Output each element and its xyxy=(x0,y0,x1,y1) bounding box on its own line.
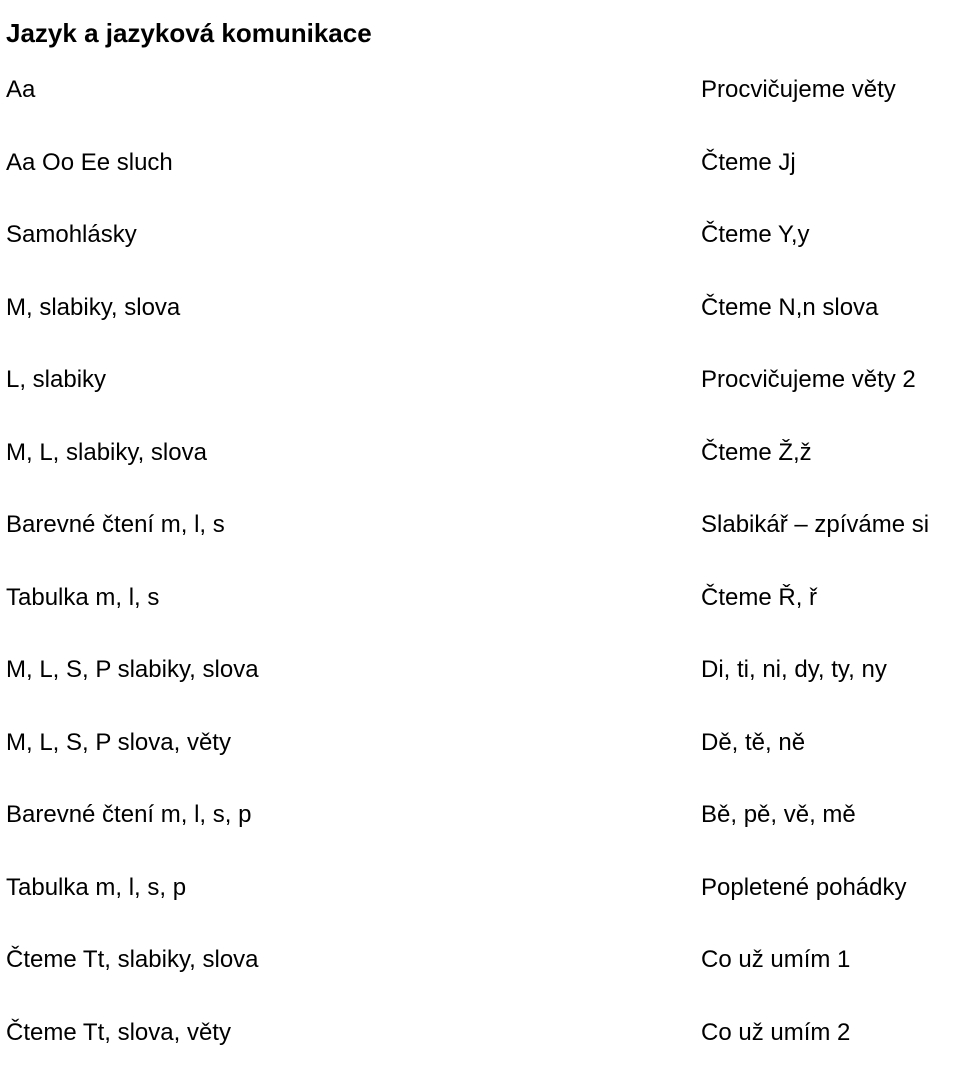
topic-link-procvicujeme-vety[interactable]: Procvičujeme věty xyxy=(701,74,929,147)
topic-link-co-uz-umim-2[interactable]: Co už umím 2 xyxy=(701,1017,929,1089)
topic-link-procvicujeme-vety-2[interactable]: Procvičujeme věty 2 xyxy=(701,364,929,437)
topic-link-m-slabiky-slova[interactable]: M, slabiky, slova xyxy=(6,292,259,365)
topic-link-samohlasky[interactable]: Samohlásky xyxy=(6,219,259,292)
topic-link-cteme-tt-slova-vety[interactable]: Čteme Tt, slova, věty xyxy=(6,1017,259,1089)
page-title: Jazyk a jazyková komunikace xyxy=(6,17,372,49)
topic-link-cteme-nn-slova[interactable]: Čteme N,n slova xyxy=(701,292,929,365)
topic-link-barevne-cteni-mls[interactable]: Barevné čtení m, l, s xyxy=(6,509,259,582)
topic-link-tabulka-mls[interactable]: Tabulka m, l, s xyxy=(6,582,259,655)
topic-link-tabulka-mlsp[interactable]: Tabulka m, l, s, p xyxy=(6,872,259,945)
topic-link-poplete-pohadky[interactable]: Popletené pohádky xyxy=(701,872,929,945)
left-topic-list xyxy=(6,74,259,1089)
topic-link-l-slabiky[interactable]: L, slabiky xyxy=(6,364,259,437)
topic-link-barevne-cteni-mlsp[interactable]: Barevné čtení m, l, s, p xyxy=(6,799,259,872)
topic-link-cteme-jj[interactable]: Čteme Jj xyxy=(701,147,929,220)
topic-link-di-ti-ni-dy-ty-ny[interactable]: Di, ti, ni, dy, ty, ny xyxy=(701,654,929,727)
topic-link-aa[interactable]: Aa xyxy=(6,74,259,147)
topic-link-mlsp-slabiky-slova[interactable]: M, L, S, P slabiky, slova xyxy=(6,654,259,727)
topic-link-m-l-slabiky-slova[interactable]: M, L, slabiky, slova xyxy=(6,437,259,510)
topic-link-cteme-tt-slabiky-slova[interactable]: Čteme Tt, slabiky, slova xyxy=(6,944,259,1017)
topic-link-aa-oo-ee-sluch[interactable]: Aa Oo Ee sluch xyxy=(6,147,259,220)
topic-link-co-uz-umim-1[interactable]: Co už umím 1 xyxy=(701,944,929,1017)
topic-link-cteme-zz[interactable]: Čteme Ž,ž xyxy=(701,437,929,510)
right-topic-list xyxy=(701,74,929,1089)
topic-link-cteme-yy[interactable]: Čteme Y,y xyxy=(701,219,929,292)
topic-link-de-te-ne[interactable]: Dě, tě, ně xyxy=(701,727,929,800)
topic-link-mlsp-slova-vety[interactable]: M, L, S, P slova, věty xyxy=(6,727,259,800)
topic-link-slabikar-zpivame-si[interactable]: Slabikář – zpíváme si xyxy=(701,509,929,582)
topic-link-be-pe-ve-me[interactable]: Bě, pě, vě, mě xyxy=(701,799,929,872)
topic-link-cteme-rr[interactable]: Čteme Ř, ř xyxy=(701,582,929,655)
